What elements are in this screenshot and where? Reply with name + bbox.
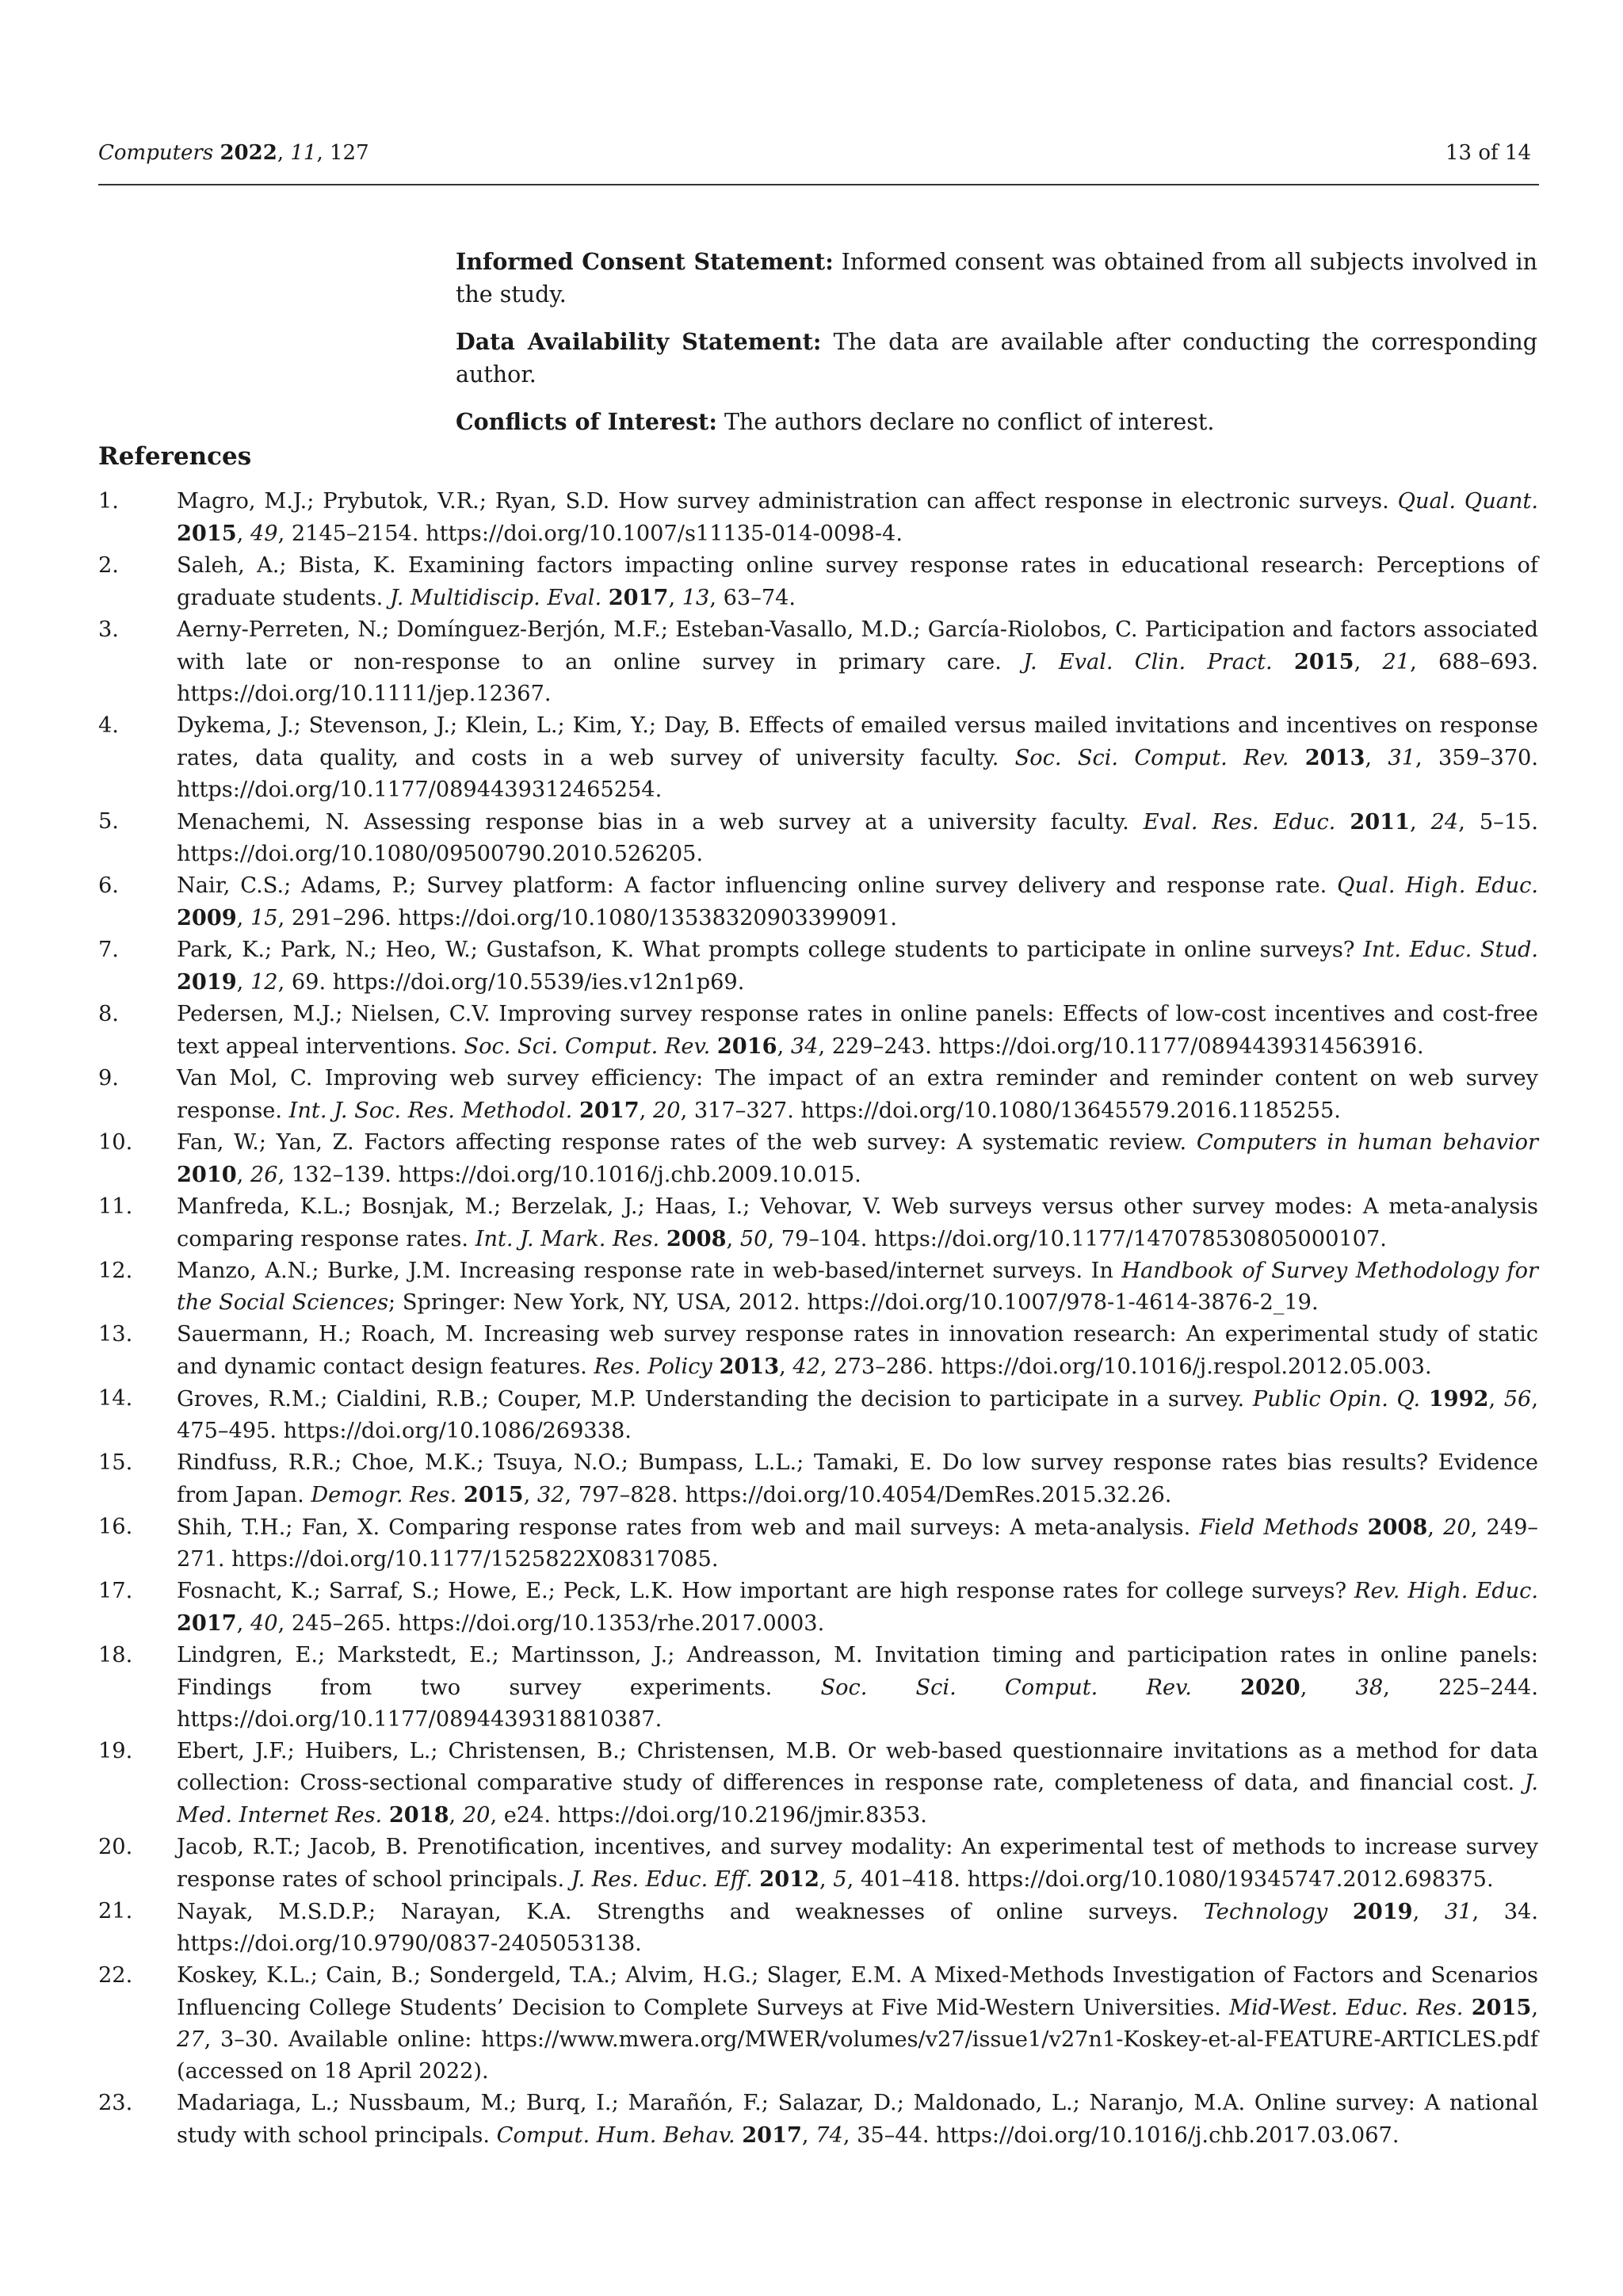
- reference-part: , 35–44. https://doi.org/10.1016/j.chb.2017.03.067.: [842, 2123, 1400, 2148]
- reference-part: Nair, C.S.; Adams, P.; Survey platform: A factor influencing online survey delivery and response rate.: [177, 873, 1338, 898]
- reference-part: ,: [1409, 810, 1431, 835]
- reference-part: ,: [1531, 1996, 1539, 2020]
- reference-number: 7.: [98, 938, 119, 962]
- reference-number: 1.: [98, 489, 119, 514]
- running-header: [98, 141, 1539, 185]
- reference-part: ,: [236, 1611, 250, 1636]
- journal-year: 2022: [220, 141, 277, 165]
- reference-italic-part: Soc. Sci. Comput. Rev.: [464, 1034, 711, 1059]
- reference-number: 6.: [98, 873, 119, 898]
- reference-item: [98, 614, 1538, 710]
- reference-italic-part: Demogr. Res.: [311, 1483, 457, 1507]
- reference-item: [98, 710, 1538, 806]
- reference-part: [456, 1483, 464, 1507]
- reference-italic-part: 27: [177, 2027, 204, 2052]
- reference-number: 12.: [98, 1259, 133, 1283]
- reference-part: ,: [236, 1163, 250, 1187]
- reference-part: [1273, 650, 1294, 674]
- reference-text: [177, 1736, 1538, 1832]
- reference-part: Ebert, J.F.; Huibers, L.; Christensen, B.; Christensen, M.B. Or web-based questionnaire invitations as a method for data collection: Cross-sectional comparative study of differences in response rate, completeness of data, and financial cost.: [177, 1739, 1538, 1795]
- reference-number: 4.: [98, 713, 119, 738]
- reference-part: [659, 1227, 666, 1251]
- reference-year: 2015: [463, 1482, 524, 1507]
- reference-year: 2010: [177, 1162, 237, 1187]
- reference-italic-part: 21: [1382, 650, 1411, 674]
- statement-text: The authors declare no conflict of interest.: [724, 409, 1215, 435]
- reference-text: [177, 614, 1538, 710]
- reference-year: 2015: [1293, 649, 1354, 674]
- reference-part: Madariaga, L.; Nussbaum, M.; Burq, I.; Marañón, F.; Salazar, D.; Maldonado, L.; Naranjo, M.A. Online survey: A national study with school principals.: [177, 2091, 1538, 2148]
- reference-item: [98, 1896, 1538, 1960]
- reference-text: [177, 934, 1538, 999]
- reference-text: [177, 999, 1538, 1063]
- reference-text: [177, 870, 1538, 934]
- reference-part: Park, K.; Park, N.; Heo, W.; Gustafson, K. What prompts college students to participate in online surveys?: [177, 938, 1364, 962]
- reference-year: 2011: [1350, 809, 1410, 835]
- reference-part: , 273–286. https://doi.org/10.1016/j.respol.2012.05.003.: [820, 1354, 1432, 1379]
- reference-text: [177, 486, 1538, 550]
- reference-italic-part: 50: [739, 1227, 768, 1251]
- reference-year: 2013: [1304, 745, 1365, 770]
- reference-part: [710, 1034, 717, 1059]
- reference-part: Fosnacht, K.; Sarraf, S.; Howe, E.; Peck, L.K. How important are high response rates for college surveys?: [177, 1579, 1355, 1603]
- reference-item: [98, 1960, 1538, 2088]
- reference-number: 14.: [98, 1386, 133, 1411]
- reference-italic-part: Res. Policy: [594, 1354, 712, 1379]
- reference-italic-part: Public Opin. Q.: [1252, 1387, 1421, 1412]
- reference-number: 20.: [98, 1835, 133, 1859]
- reference-text: [177, 2088, 1538, 2152]
- reference-italic-part: 20: [652, 1098, 681, 1123]
- statement-label: Conflicts of Interest:: [456, 408, 717, 435]
- reference-part: ,: [1300, 1675, 1356, 1700]
- reference-part: ,: [1427, 1515, 1444, 1540]
- reference-part: ,: [801, 2123, 816, 2148]
- statement-text: The data are available after conducting the corresponding author.: [456, 329, 1537, 388]
- reference-part: , 79–104. https://doi.org/10.1177/147078530805000107.: [767, 1227, 1387, 1251]
- journal-citation: Computers 2022, 11, 127: [98, 141, 369, 165]
- reference-text: [177, 1127, 1538, 1191]
- reference-part: , 245–265. https://doi.org/10.1353/rhe.2017.0003.: [277, 1611, 825, 1636]
- reference-part: , 475–495. https://doi.org/10.1086/269338.: [177, 1387, 1539, 1443]
- reference-part: , 229–243. https://doi.org/10.1177/0894439314563916.: [818, 1034, 1424, 1059]
- reference-year: 2020: [1240, 1675, 1300, 1700]
- reference-number: 15.: [98, 1450, 133, 1475]
- reference-part: , 359–370. https://doi.org/10.1177/0894439312465254.: [177, 746, 1538, 802]
- reference-part: ,: [1365, 746, 1388, 770]
- reference-item: [98, 550, 1538, 614]
- references-heading: References: [98, 442, 252, 471]
- reference-text: [177, 1383, 1538, 1447]
- reference-italic-part: Mid-West. Educ. Res.: [1229, 1996, 1464, 2020]
- reference-text: [177, 1319, 1538, 1383]
- statement-label: Data Availability Statement:: [456, 328, 822, 355]
- reference-part: [382, 1803, 389, 1828]
- reference-part: , 69. https://doi.org/10.5539/ies.v12n1p69.: [277, 970, 745, 995]
- reference-year: 1992: [1428, 1386, 1489, 1412]
- reference-item: [98, 870, 1538, 934]
- reference-part: , 2145–2154. https://doi.org/10.1007/s11135-014-0098-4.: [277, 521, 903, 546]
- reference-part: Sauermann, H.; Roach, M. Increasing web survey response rates in innovation research: An experimental study of static and dynamic contact design features.: [177, 1322, 1538, 1379]
- reference-number: 10.: [98, 1130, 133, 1155]
- reference-year: 2015: [1471, 1995, 1532, 2020]
- reference-italic-part: 38: [1355, 1675, 1384, 1700]
- reference-item: [98, 486, 1538, 550]
- reference-text: [177, 710, 1538, 806]
- reference-part: [735, 2123, 743, 2148]
- reference-number: 16.: [98, 1515, 133, 1539]
- reference-part: , 317–327. https://doi.org/10.1080/13645579.2016.1185255.: [680, 1098, 1341, 1123]
- reference-year: 2016: [716, 1033, 777, 1059]
- reference-part: , 5–15. https://doi.org/10.1080/09500790.2010.526205.: [177, 810, 1538, 866]
- reference-italic-part: Computers in human behavior: [1196, 1130, 1538, 1155]
- page-number: 13 of 14: [1445, 141, 1531, 165]
- reference-italic-part: 26: [250, 1163, 278, 1187]
- reference-italic-part: Soc. Sci. Comput. Rev.: [820, 1675, 1192, 1700]
- journal-volume: 11: [290, 141, 317, 165]
- reference-part: Lindgren, E.; Markstedt, E.; Martinsson, J.; Andreasson, M. Invitation timing and participation rates in online panels: Findings from two survey experiments.: [177, 1643, 1538, 1700]
- reference-text: [177, 1191, 1538, 1255]
- reference-italic-part: 5: [833, 1867, 847, 1892]
- reference-part: ; Springer: New York, NY, USA, 2012. https://doi.org/10.1007/978-1-4614-3876-2_19.: [388, 1290, 1319, 1315]
- reference-italic-part: 20: [462, 1803, 491, 1828]
- reference-item: [98, 1736, 1538, 1832]
- reference-number: 2.: [98, 553, 119, 578]
- reference-part: ,: [726, 1227, 740, 1251]
- statement-text: Informed consent was obtained from all subjects involved in the study.: [456, 249, 1537, 308]
- reference-part: Jacob, R.T.; Jacob, B. Prenotification, incentives, and survey modality: An experimental test of methods to increase survey response rates of school principals.: [177, 1835, 1538, 1892]
- reference-italic-part: Rev. High. Educ.: [1354, 1579, 1538, 1603]
- reference-part: ,: [777, 1034, 791, 1059]
- reference-italic-part: Technology: [1203, 1900, 1328, 1924]
- reference-part: ,: [779, 1354, 793, 1379]
- reference-italic-part: Comput. Hum. Behav.: [496, 2123, 735, 2148]
- reference-item: [98, 1640, 1538, 1736]
- reference-part: , 34. https://doi.org/10.9790/0837-2405053138.: [177, 1900, 1538, 1956]
- reference-part: Dykema, J.; Stevenson, J.; Klein, L.; Kim, Y.; Day, B. Effects of emailed versus mailed invitations and incentives on response rates, data quality, and costs in a web survey of university faculty.: [177, 713, 1538, 770]
- reference-part: Nayak, M.S.D.P.; Narayan, K.A. Strengths and weaknesses of online surveys.: [177, 1900, 1204, 1924]
- reference-number: 3.: [98, 617, 119, 642]
- reference-italic-part: 40: [250, 1611, 278, 1636]
- reference-part: , 3–30. Available online: https://www.mwera.org/MWER/volumes/v27/issue1/v27n1-Koskey-et-al-FEATURE-ARTICLES.pdf (accessed on 18 April 2022).: [177, 2027, 1538, 2084]
- reference-item: [98, 1063, 1538, 1127]
- reference-item: [98, 1191, 1538, 1255]
- reference-part: [1463, 1996, 1471, 2020]
- reference-year: 2017: [579, 1098, 640, 1123]
- reference-text: [177, 1063, 1538, 1127]
- reference-italic-part: Qual. High. Educ.: [1337, 873, 1539, 898]
- reference-italic-part: J. Res. Educ. Eff.: [571, 1867, 753, 1892]
- reference-italic-part: 32: [537, 1483, 565, 1507]
- reference-part: , 132–139. https://doi.org/10.1016/j.chb.2009.10.015.: [277, 1163, 861, 1187]
- reference-item: [98, 1127, 1538, 1191]
- reference-item: [98, 2088, 1538, 2152]
- reference-text: [177, 1896, 1538, 1960]
- reference-part: , 401–418. https://doi.org/10.1080/19345747.2012.698375.: [846, 1867, 1494, 1892]
- reference-part: Van Mol, C. Improving web survey efficiency: The impact of an extra reminder and reminder content on web survey response.: [177, 1066, 1538, 1123]
- reference-part: ,: [819, 1867, 834, 1892]
- reference-number: 17.: [98, 1579, 133, 1603]
- reference-part: [572, 1098, 579, 1123]
- reference-number: 9.: [98, 1066, 119, 1091]
- reference-part: Koskey, K.L.; Cain, B.; Sondergeld, T.A.; Alvim, H.G.; Slager, E.M. A Mixed-Methods Investigation of Factors and Scenarios Influencing College Students’ Decision to Complete Surveys at Five Mid-Western Universities.: [177, 1963, 1538, 2020]
- reference-number: 19.: [98, 1739, 133, 1763]
- reference-part: , 688–693. https://doi.org/10.1111/jep.12367.: [177, 650, 1538, 706]
- reference-year: 2008: [1367, 1515, 1428, 1540]
- reference-part: , 63–74.: [709, 586, 796, 610]
- reference-text: [177, 1576, 1538, 1640]
- reference-part: ,: [1488, 1387, 1504, 1412]
- reference-part: [601, 586, 609, 610]
- reference-number: 23.: [98, 2091, 133, 2115]
- reference-item: [98, 1319, 1538, 1383]
- reference-italic-part: 15: [250, 906, 278, 930]
- reference-part: , 249–271. https://doi.org/10.1177/1525822X08317085.: [177, 1515, 1538, 1572]
- reference-italic-part: 74: [815, 2123, 843, 2148]
- reference-year: 2017: [608, 585, 669, 610]
- reference-part: [1335, 810, 1350, 835]
- reference-part: Saleh, A.; Bista, K. Examining factors impacting online survey response rates in educational research: Perceptions of graduate students.: [177, 553, 1538, 610]
- reference-year: 2012: [759, 1866, 819, 1892]
- reference-number: 18.: [98, 1643, 133, 1668]
- reference-item: [98, 1383, 1538, 1447]
- reference-text: [177, 1832, 1538, 1896]
- reference-part: Aerny-Perreten, N.; Domínguez-Berjón, M.F.; Esteban-Vasallo, M.D.; García-Riolobos, C. Participation and factors associated with late or non-response to an online survey in primary care.: [177, 617, 1538, 674]
- statement-label: Informed Consent Statement:: [456, 248, 834, 275]
- reference-item: [98, 806, 1538, 870]
- reference-italic-part: 12: [250, 970, 278, 995]
- data-availability-statement: [456, 326, 1537, 391]
- reference-italic-part: Int. J. Mark. Res.: [475, 1227, 660, 1251]
- reference-part: Magro, M.J.; Prybutok, V.R.; Ryan, S.D. How survey administration can affect response in electronic surveys.: [177, 489, 1398, 514]
- conflicts-of-interest-statement: [456, 406, 1537, 438]
- reference-part: ,: [236, 906, 250, 930]
- reference-italic-part: 24: [1430, 810, 1459, 835]
- reference-text: [177, 1447, 1538, 1511]
- reference-year: 2018: [388, 1802, 449, 1828]
- reference-part: Manzo, A.N.; Burke, J.M. Increasing response rate in web-based/internet surveys. In: [177, 1259, 1122, 1283]
- reference-number: 8.: [98, 1002, 119, 1026]
- reference-italic-part: Field Methods: [1199, 1515, 1359, 1540]
- reference-italic-part: J. Med. Internet Res.: [177, 1771, 1538, 1828]
- reference-italic-part: 13: [682, 586, 710, 610]
- reference-part: Shih, T.H.; Fan, X. Comparing response rates from web and mail surveys: A meta-analysis.: [177, 1515, 1200, 1540]
- reference-part: ,: [1354, 650, 1383, 674]
- reference-year: 2017: [177, 1610, 237, 1636]
- informed-consent-statement: [456, 246, 1537, 311]
- reference-italic-part: J. Multidiscip. Eval.: [389, 586, 602, 610]
- reference-year: 2013: [719, 1354, 780, 1379]
- reference-part: ,: [668, 586, 682, 610]
- reference-number: 22.: [98, 1963, 133, 1988]
- reference-text: [177, 1255, 1538, 1319]
- reference-number: 11.: [98, 1194, 133, 1219]
- reference-item: [98, 1832, 1538, 1896]
- reference-year: 2008: [666, 1226, 727, 1251]
- reference-part: ,: [1412, 1900, 1445, 1924]
- reference-part: Rindfuss, R.R.; Choe, M.K.; Tsuya, N.O.; Bumpass, L.L.; Tamaki, E. Do low survey response rates bias results? Evidence from Japan.: [177, 1450, 1538, 1507]
- reference-number: 5.: [98, 809, 119, 834]
- reference-text: [177, 550, 1538, 614]
- reference-italic-part: 34: [790, 1034, 819, 1059]
- reference-italic-part: 49: [250, 521, 278, 546]
- reference-year: 2009: [177, 905, 237, 930]
- reference-italic-part: 31: [1388, 746, 1415, 770]
- reference-item: [98, 934, 1538, 999]
- reference-text: [177, 1960, 1538, 2088]
- reference-item: [98, 1511, 1538, 1576]
- reference-year: 2019: [1352, 1899, 1413, 1924]
- reference-italic-part: 56: [1503, 1387, 1532, 1412]
- reference-item: [98, 1447, 1538, 1511]
- reference-part: Pedersen, M.J.; Nielsen, C.V. Improving survey response rates in online panels: Effects of low-cost incentives and cost-free text appeal interventions.: [177, 1002, 1538, 1059]
- reference-part: , 797–828. https://doi.org/10.4054/DemRes.2015.32.26.: [564, 1483, 1172, 1507]
- reference-part: [1289, 746, 1304, 770]
- reference-italic-part: J. Eval. Clin. Pract.: [1023, 650, 1273, 674]
- reference-item: [98, 999, 1538, 1063]
- reference-part: [1420, 1387, 1429, 1412]
- reference-item: [98, 1255, 1538, 1319]
- reference-part: , 225–244. https://doi.org/10.1177/0894439318810387.: [177, 1675, 1538, 1732]
- reference-year: 2015: [177, 521, 237, 546]
- reference-part: [753, 1867, 760, 1892]
- reference-part: ,: [236, 521, 250, 546]
- reference-italic-part: Eval. Res. Educ.: [1143, 810, 1336, 835]
- reference-number: 13.: [98, 1322, 133, 1347]
- reference-part: [1192, 1675, 1240, 1700]
- reference-part: [1327, 1900, 1353, 1924]
- reference-part: ,: [236, 970, 250, 995]
- reference-italic-part: 42: [792, 1354, 821, 1379]
- reference-number: 21.: [98, 1899, 133, 1924]
- reference-part: Menachemi, N. Assessing response bias in a web survey at a university faculty.: [177, 810, 1144, 835]
- reference-italic-part: 20: [1443, 1515, 1471, 1540]
- reference-part: ,: [449, 1803, 463, 1828]
- reference-year: 2019: [177, 969, 237, 995]
- reference-part: , e24. https://doi.org/10.2196/jmir.8353.: [490, 1803, 927, 1828]
- reference-part: Manfreda, K.L.; Bosnjak, M.; Berzelak, J.; Haas, I.; Vehovar, V. Web surveys versus other survey modes: A meta-analysis comparing response rates.: [177, 1194, 1538, 1251]
- reference-part: [1358, 1515, 1367, 1540]
- reference-part: Groves, R.M.; Cialdini, R.B.; Couper, M.P. Understanding the decision to participate in a survey.: [177, 1387, 1253, 1412]
- reference-year: 2017: [742, 2122, 802, 2148]
- reference-italic-part: Qual. Quant.: [1397, 489, 1538, 514]
- reference-text: [177, 1511, 1538, 1576]
- reference-italic-part: Soc. Sci. Comput. Rev.: [1014, 746, 1289, 770]
- reference-italic-part: 31: [1444, 1900, 1472, 1924]
- reference-list: [98, 486, 1538, 2152]
- reference-part: Fan, W.; Yan, Z. Factors affecting response rates of the web survey: A systematic review.: [177, 1130, 1197, 1155]
- reference-text: [177, 1640, 1538, 1736]
- reference-italic-part: Int. Educ. Stud.: [1363, 938, 1539, 962]
- reference-italic-part: Handbook of Survey Methodology for the Social Sciences: [177, 1259, 1538, 1315]
- back-matter-statements: [456, 246, 1537, 453]
- reference-item: [98, 1576, 1538, 1640]
- reference-part: , 291–296. https://doi.org/10.1080/13538320903399091.: [277, 906, 898, 930]
- journal-article-number: 127: [330, 141, 369, 165]
- journal-name: Computers: [98, 141, 214, 165]
- reference-part: ,: [523, 1483, 537, 1507]
- reference-italic-part: Int. J. Soc. Res. Methodol.: [288, 1098, 573, 1123]
- reference-part: ,: [639, 1098, 653, 1123]
- reference-text: [177, 806, 1538, 870]
